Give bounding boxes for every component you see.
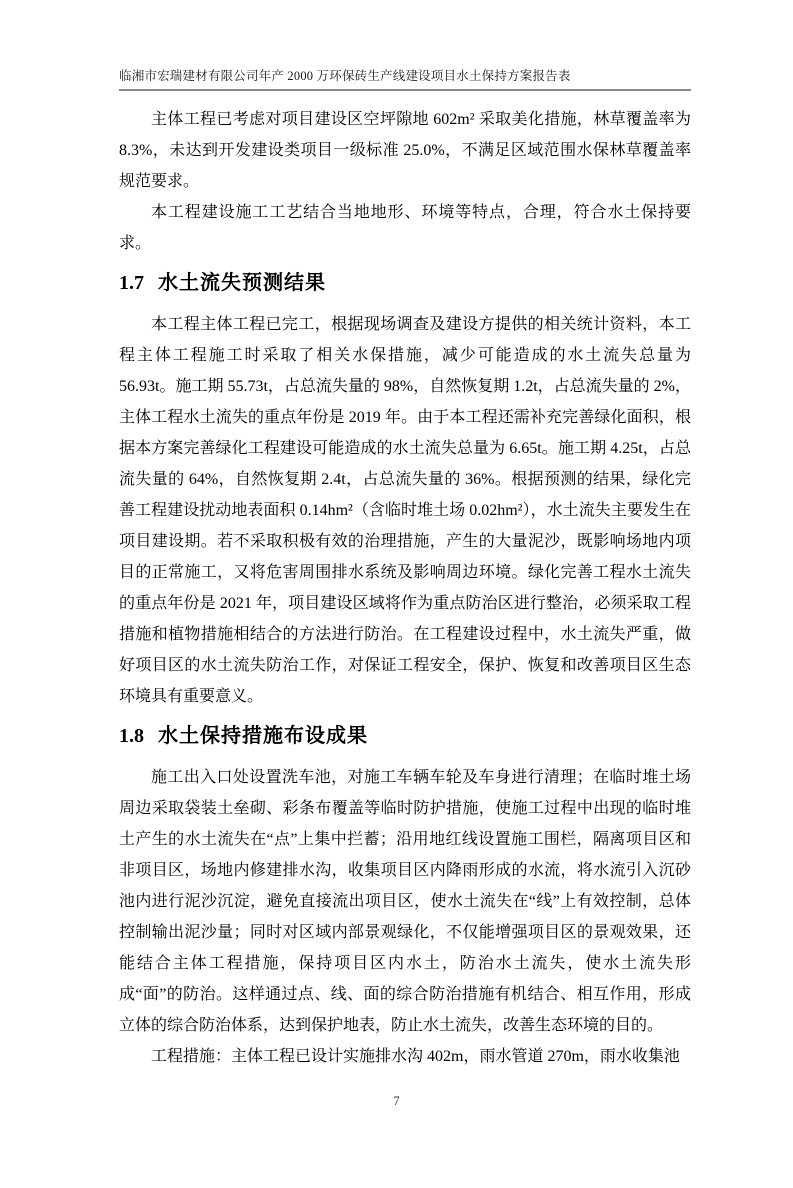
page-number: 7 [393, 1094, 400, 1108]
section-1-8-title: 水土保持措施布设成果 [158, 725, 368, 747]
section-1-7-title: 水土流失预测结果 [158, 272, 326, 294]
document-page [0, 66, 793, 1188]
page-footer [0, 1094, 793, 1109]
paragraph-engineering-measures: 工程措施：主体工程已设计实施排水沟 402m，雨水管道 270m，雨水收集池 [151, 1048, 680, 1065]
section-1-7-heading [119, 269, 691, 297]
document-body [119, 104, 691, 1072]
paragraph-greening-coverage: 主体工程已考虑对项目建设区空坪隙地 602m² 采取美化措施，林草覆盖率为 8.3%，未达到开发建设类项目一级标准 25.0%，不满足区域范围水保林草覆盖率规范要求。 [119, 111, 691, 190]
paragraph-construction-process: 本工程建设施工工艺结合当地地形、环境等特点，合理，符合水土保持要求。 [119, 204, 691, 252]
header-title: 临湘市宏瑞建材有限公司年产 2000 万环保砖生产线建设项目水土保持方案报告表 [119, 69, 571, 83]
section-1-8-heading [119, 722, 691, 750]
paragraph-measures-layout: 施工出入口处设置洗车池，对施工车辆车轮及车身进行清理；在临时堆土场周边采取袋装土垒砌、彩条布覆盖等临时防护措施，使施工过程中出现的临时堆土产生的水土流失在“点”上集中拦蓄；沿用地红线设置施工围栏，隔离项目区和非项目区，场地内修建排水沟，收集项目区内降雨形成的水流，将水流引入沉砂池内进行泥沙沉淀，避免直接流出项目区，使水土流失在“线”上有效控制，总体控制输出泥沙量；同时对区域内部景观绿化，不仅能增强项目区的景观效果，还能结合主体工程措施，保持项目区内水土，防治水土流失，使水土流失形成“面”的防治。这样通过点、线、面的综合防治措施有机结合、相互作用，形成立体的综合防治体系，达到保护地表，防止水土流失，改善生态环境的目的。 [119, 769, 691, 1034]
paragraph-erosion-prediction: 本工程主体工程已完工，根据现场调查及建设方提供的相关统计资料，本工程主体工程施工时采取了相关水保措施，减少可能造成的水土流失总量为 56.93t。施工期 55.73t，占总流失量的 98%，自然恢复期 1.2t，占总流失量的 2%，主体工程水土流失的重点年份是 2019 年。由于本工程还需补充完善绿化面积，根据本方案完善绿化工程建设可能造成的水土流失总量为 6.65t。施工期 4.25t，占总流失量的 64%，自然恢复期 2.4t，占总流失量的 36%。根据预测的结果，绿化完善工程建设扰动地表面积 0.14hm²（含临时堆土场 0.02hm²），水土流失主要发生在项目建设期。若不采取积极有效的治理措施，产生的大量泥沙，既影响场地内项目的正常施工，又将危害周围排水系统及影响周边环境。绿化完善工程水土流失的重点年份是 2021 年，项目建设区域将作为重点防治区进行整治，必须采取工程措施和植物措施相结合的方法进行防治。在工程建设过程中，水土流失严重，做好项目区的水土流失防治工作，对保证工程安全，保护、恢复和改善项目区生态环境具有重要意义。 [119, 316, 691, 705]
section-1-8-number: 1.8 [119, 725, 144, 747]
section-1-7-number: 1.7 [119, 272, 144, 294]
page-header [119, 66, 691, 91]
